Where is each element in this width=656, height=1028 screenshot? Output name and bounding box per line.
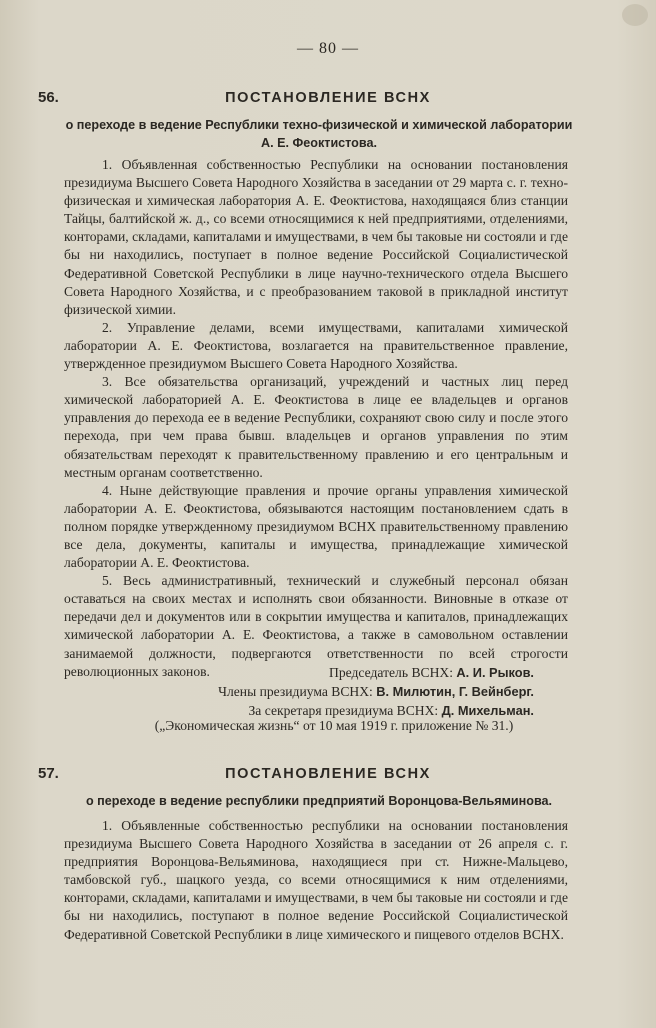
signature-line — [64, 682, 534, 701]
decree-subtitle: о переходе в ведение Республики техно-физической и химической лаборатории А. Е. Феоктистова. — [65, 118, 573, 150]
source-citation: („Экономическая жизнь“ от 10 мая 1919 г. приложение № 31.) — [154, 718, 514, 733]
decree-subtitle: о переходе в ведение республики предприятий Воронцова-Вельяминова. — [85, 794, 553, 808]
paragraph: 5. Весь административный, технический и служебный персонал обязан оставаться на своих местах и исполнять свои обязанности. Виновные в отказе от передачи дел и документов или в сокрытии имущества и капиталов, принадлежащих химической лаборатории А. Е. Феоктистова, а также в самовольном оставлении занимаемой должности, подвергаются ответственности по всей строгости революционных законов. — [64, 573, 568, 679]
decree-heading: ПОСТАНОВЛЕНИЕ ВСНХ — [225, 90, 431, 106]
paper-stain — [622, 4, 648, 26]
signature-role: За секретаря президиума ВСНХ: — [248, 703, 439, 718]
paragraph: 3. Все обязательства организаций, учреждений и частных лиц перед химической лабораторией А. Е. Феоктистова в лице ее владельцев и органов управления до перехода ее в ведение Республики, сохраняют свою силу и после этого перехода, при чем права бывш. владельцев и органов управления по этим обязательствам переходят к правительственному правлению и его центральным и местным органам соответственно. — [64, 374, 568, 480]
signature-name: А. И. Рыков. — [456, 665, 534, 680]
signatures — [64, 663, 534, 720]
decree-body — [64, 156, 568, 681]
signature-line — [64, 663, 534, 682]
signature-name: В. Милютин, Г. Вейнберг. — [376, 684, 534, 699]
paragraph: 1. Объявленная собственностью Республики на основании постановления президиума Высшего Совета Народного Хозяйства в заседании от 29 марта с. г. техно-физическая и химическая лаборатория А. Е. Феоктистова, находящаяся близ станции Тайцы, балтийской ж. д., со всеми относящимися к ней предприятиями, отделениями, конторами, складами, капиталами и имуществами, в чем бы таковые ни состояли и где бы ни находились, поступает в полное ведение Российской Социалистической Федеративной Советской Республики в лице научно-технического отдела Высшего Совета Народного Хозяйства, и с преобразованием таковой в прикладной институт физической химии. — [64, 157, 568, 317]
decree-heading: ПОСТАНОВЛЕНИЕ ВСНХ — [225, 766, 431, 782]
paragraph: 4. Ныне действующие правления и прочие органы управления химической лаборатории А. Е. Феоктистова, обязываются настоящим постановлением сдать в полном порядке утвержденному президиумом ВСНХ правительственному правлению все дела, документы, капиталы и имущества, принадлежащие химической лаборатории А. Е. Феоктистова. — [64, 482, 568, 571]
paragraph: 2. Управление делами, всеми имуществами, капиталами химической лаборатории А. Е. Феоктистова, возлагается на правительственное правление, утвержденное президиумом Высшего Совета Народного Хозяйства. — [64, 319, 568, 372]
signature-name: Д. Михельман. — [441, 703, 534, 718]
decree-number: 56. — [38, 89, 59, 106]
paragraph: 1. Объявленные собственностью республики на основании постановления президиума Высшего Совета Народного Хозяйства в заседании от 26 апреля с. г. предприятия Воронцова-Вельяминова, находящиеся при ст. Нижне-Мальцево, тамбовской губ., шацкого уезда, со всеми относящимися к ним отделениями, конторами, складами, капиталами и имуществами, в чем бы таковые ни состояли и где бы ни находились, поступают в полное ведение Российской Социалистической Федеративной Советской Республики в лице химического и пищевого отделов ВСНХ. — [64, 818, 568, 942]
signature-role: Председатель ВСНХ: — [329, 665, 453, 680]
signature-role: Члены президиума ВСНХ: — [218, 684, 373, 699]
decree-body — [64, 817, 568, 944]
page-number: — 80 — — [297, 40, 359, 57]
decree-number: 57. — [38, 765, 59, 782]
